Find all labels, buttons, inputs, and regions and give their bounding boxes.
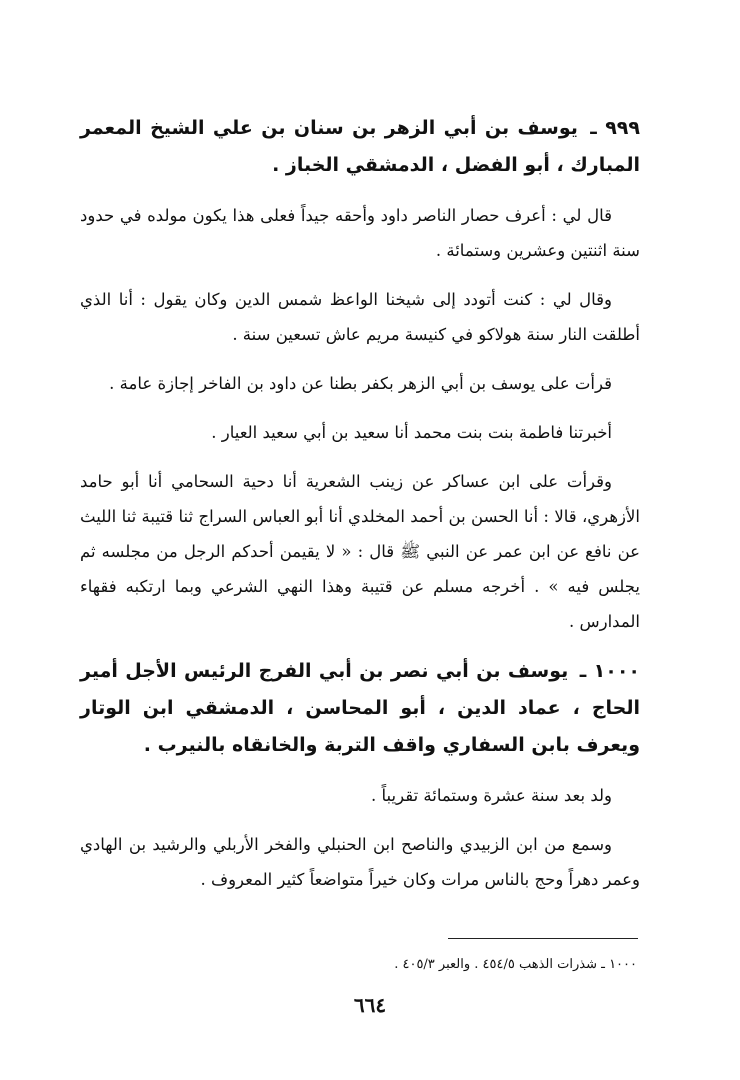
paragraph: قرأت على يوسف بن أبي الزهر بكفر بطنا عن داود بن الفاخر إجازة عامة .: [109, 374, 612, 393]
biography-entry-999: [80, 110, 640, 639]
entry-heading: [80, 653, 640, 764]
paragraph: ولد بعد سنة عشرة وستمائة تقريباً .: [371, 786, 612, 805]
footnote-divider: [448, 938, 638, 939]
paragraph: وسمع من ابن الزبيدي والناصح ابن الحنبلي والفخر الأربلي والرشيد بن الهادي وعمر دهراً وحج بالناس مرات وكان خيراً متواضعاً كثير المعروف .: [80, 835, 640, 889]
footnote: ١٠٠٠ ـ شذرات الذهب ٤٥٤/٥ . والعبر ٤٠٥/٣ .: [394, 957, 637, 972]
paragraph: وقرأت على ابن عساكر عن زينب الشعرية أنا دحية السحامي أنا أبو حامد الأزهري، قالا : أنا الحسن بن أحمد المخلدي أنا أبو العباس السراج ثنا قتيبة ثنا الليث عن نافع عن ابن عمر عن النبي ﷺ قال : « لا يقيمن أحدكم الرجل من مجلسه ثم يجلس فيه » . أخرجه مسلم عن قتيبة وهذا النهي الشرعي وبما ارتكبه فقهاء المدارس .: [80, 472, 640, 631]
entry-heading-text: يوسف بن أبي نصر بن أبي الفرج الرئيس الأجل أمير الحاج ، عماد الدين ، أبو المحاسن ، الدمشقي ابن الوتار ويعرف بابن السفاري واقف التربة والخانقاه بالنيرب .: [80, 660, 640, 756]
entry-heading: [80, 110, 640, 184]
paragraph: أخبرتنا فاطمة بنت بنت محمد أنا سعيد بن أبي سعيد العيار .: [211, 423, 612, 442]
document-body: [80, 110, 640, 911]
paragraph: قال لي : أعرف حصار الناصر داود وأحقه جيداً فعلى هذا يكون مولده في حدود سنة اثنتين وعشرين وستمائة .: [80, 206, 640, 260]
paragraph: وقال لي : كنت أتودد إلى شيخنا الواعظ شمس الدين وكان يقول : أنا الذي أطلقت النار سنة هولاكو في كنيسة مريم عاش تسعين سنة .: [80, 290, 640, 344]
entry-number: ١٠٠٠ ـ: [579, 660, 641, 682]
page-number: ٦٦٤: [353, 993, 387, 1017]
entry-heading-text: يوسف بن أبي الزهر بن سنان بن علي الشيخ المعمر المبارك ، أبو الفضل ، الدمشقي الخباز .: [80, 117, 640, 176]
entry-number: ٩٩٩ ـ: [590, 117, 640, 139]
biography-entry-1000: [80, 653, 640, 897]
